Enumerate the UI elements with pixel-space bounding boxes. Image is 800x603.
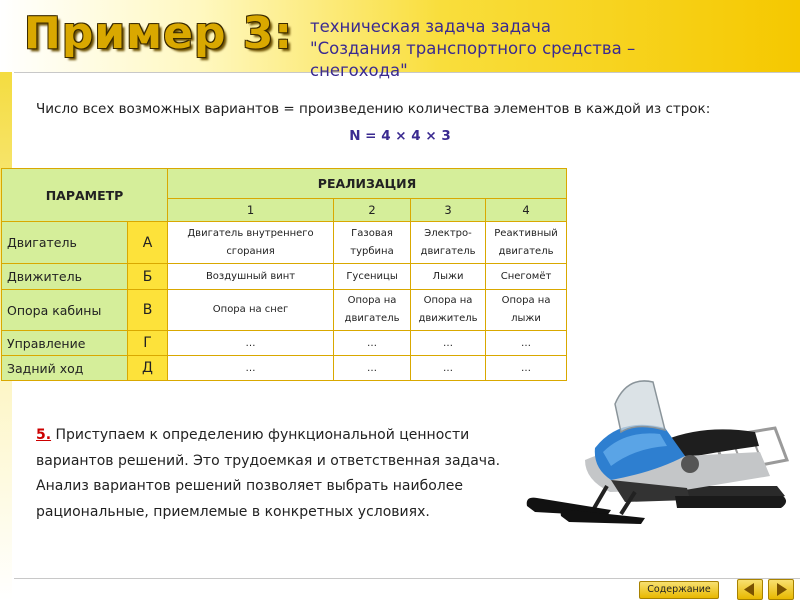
- table-cell: Газовая турбина: [334, 222, 411, 264]
- param-name: Опора кабины: [2, 290, 128, 331]
- column-header: 1: [168, 199, 334, 222]
- subtitle-line-2: "Создания транспортного средства –: [310, 39, 636, 58]
- arrow-right-icon: [769, 580, 793, 599]
- table-cell: …: [168, 356, 334, 381]
- formula: N = 4 × 4 × 3: [349, 128, 451, 144]
- param-letter: А: [128, 222, 168, 264]
- table-cell: Электро-двигатель: [411, 222, 486, 264]
- param-name: Управление: [2, 331, 128, 356]
- table-cell: …: [486, 331, 567, 356]
- next-button[interactable]: [768, 579, 794, 600]
- param-name: Движитель: [2, 264, 128, 290]
- param-letter: Г: [128, 331, 168, 356]
- morphology-table: [1, 168, 567, 381]
- arrow-left-icon: [738, 580, 762, 599]
- param-header: ПАРАМЕТР: [2, 169, 168, 222]
- subtitle-line-3: снегохода": [310, 61, 408, 80]
- param-name: Двигатель: [2, 222, 128, 264]
- contents-button[interactable]: Содержание: [639, 581, 719, 599]
- slide-title: Пример 3:: [24, 8, 293, 59]
- footer-divider: [14, 578, 800, 579]
- step-text: Приступаем к определению функциональной ценности вариантов решений. Это трудоемкая и ответственная задача. Анализ вариантов решений позволяет выбрать наиболее рациональные, приемлемые в конкретных условиях.: [36, 427, 501, 520]
- table-cell: Опора на движитель: [411, 290, 486, 331]
- subtitle-line-1: техническая задача задача: [310, 17, 552, 36]
- table-cell: …: [486, 356, 567, 381]
- previous-button[interactable]: [737, 579, 763, 600]
- column-header: 4: [486, 199, 567, 222]
- table-cell: …: [411, 356, 486, 381]
- slide-subtitle: [310, 16, 790, 82]
- table-cell: Лыжи: [411, 264, 486, 290]
- column-header: 2: [334, 199, 411, 222]
- table-cell: Гусеницы: [334, 264, 411, 290]
- table-cell: Снегомёт: [486, 264, 567, 290]
- step-paragraph: [36, 423, 526, 525]
- param-letter: Б: [128, 264, 168, 290]
- table-row: [2, 264, 567, 290]
- table-cell: …: [334, 331, 411, 356]
- param-letter: В: [128, 290, 168, 331]
- table-cell: Воздушный винт: [168, 264, 334, 290]
- table-cell: …: [411, 331, 486, 356]
- table-cell: Опора на снег: [168, 290, 334, 331]
- param-letter: Д: [128, 356, 168, 381]
- column-header: 3: [411, 199, 486, 222]
- table-cell: …: [334, 356, 411, 381]
- table-cell: Опора на лыжи: [486, 290, 567, 331]
- table-cell: Опора на двигатель: [334, 290, 411, 331]
- table-cell: Реактивный двигатель: [486, 222, 567, 264]
- impl-header: РЕАЛИЗАЦИЯ: [168, 169, 567, 199]
- table-row: [2, 222, 567, 264]
- step-number: 5.: [36, 427, 52, 443]
- param-name: Задний ход: [2, 356, 128, 381]
- table-row: [2, 290, 567, 331]
- snowmobile-image: [515, 368, 800, 535]
- table-row: [2, 356, 567, 381]
- table-cell: Двигатель внутреннего сгорания: [168, 222, 334, 264]
- table-cell: …: [168, 331, 334, 356]
- intro-text: Число всех возможных вариантов = произведению количества элементов в каждой из строк:: [36, 101, 711, 117]
- table-row: [2, 331, 567, 356]
